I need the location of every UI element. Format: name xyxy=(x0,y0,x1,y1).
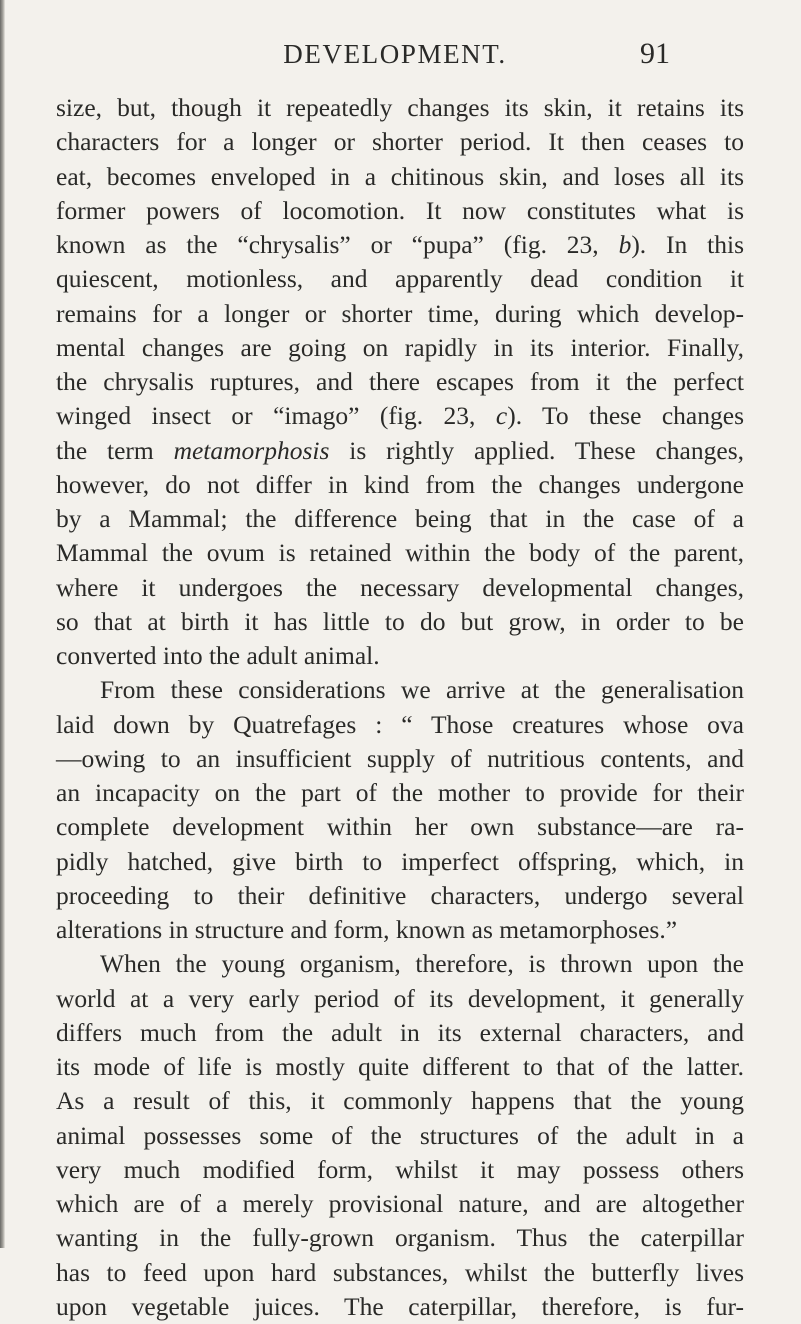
text-line: proceeding to their definitive characters, undergo several xyxy=(56,880,744,910)
text-line: which are of a merely provisional nature, and are altogether xyxy=(56,1189,744,1218)
text-line: converted into the adult animal. xyxy=(56,641,380,670)
text-line: animal possesses some of the structures of the adult in a xyxy=(56,1120,744,1150)
text-line: As a result of this, it commonly happens that the young xyxy=(56,1086,744,1116)
text-line: has to feed upon hard substances, whilst the butterfly lives xyxy=(56,1257,744,1287)
text-line: eat, becomes enveloped in a chitinous skin, and loses all its xyxy=(56,161,744,191)
text-line: size, but, though it repeatedly changes its skin, it retains its xyxy=(56,93,744,122)
text-line: an incapacity on the part of the mother to provide for their xyxy=(56,778,744,807)
text-line: Mammal the ovum is retained within the body of the parent, xyxy=(56,538,744,568)
text-line: the term metamorphosis is rightly applied. These changes, xyxy=(56,435,744,465)
text-line: —owing to an insufficient supply of nutritious contents, and xyxy=(56,743,744,773)
text-line: mental changes are going on rapidly in its interior. Finally, xyxy=(56,332,744,362)
text-line: where it undergoes the necessary developmental changes, xyxy=(56,572,744,602)
text-line: its mode of life is mostly quite different to that of the latter. xyxy=(56,1052,744,1081)
text-line: laid down by Quatrefages : “ Those creatures whose ova xyxy=(56,709,744,739)
text-line: wanting in the fully-grown organism. Thus the caterpillar xyxy=(56,1223,744,1253)
running-title: DEVELOPMENT. xyxy=(283,39,507,69)
text-line: upon vegetable juices. The caterpillar, therefore, is fur- xyxy=(56,1291,744,1321)
running-head xyxy=(0,34,801,74)
text-line: remains for a longer or shorter time, during which develop- xyxy=(56,298,744,328)
text-line: very much modified form, whilst it may possess others xyxy=(56,1154,744,1184)
text-line: quiescent, motionless, and apparently dead condition it xyxy=(56,264,744,294)
text-line: however, do not differ in kind from the changes undergone xyxy=(56,469,744,499)
text-line: pidly hatched, give birth to imperfect offspring, which, in xyxy=(56,846,744,876)
italic-term: metamorphosis xyxy=(173,435,330,465)
text-line: so that at birth it has little to do but grow, in order to be xyxy=(56,606,744,636)
italic-term: c xyxy=(495,401,508,431)
text-line: alterations in structure and form, known as metamorphoses.” xyxy=(56,915,678,944)
binding-edge xyxy=(0,0,5,1248)
text-line: characters for a longer or shorter period. It then ceases to xyxy=(56,127,744,157)
text-line: complete development within her own substance—are ra- xyxy=(56,812,744,842)
page-number: 91 xyxy=(640,37,670,70)
text-line: differs much from the adult in its external characters, and xyxy=(56,1017,744,1047)
text-line: known as the “chrysalis” or “pupa” (fig. 23, b). In this xyxy=(56,230,745,259)
body-text xyxy=(56,91,744,1324)
text-line: world at a very early period of its development, it generally xyxy=(56,983,744,1013)
text-line: by a Mammal; the difference being that in the case of a xyxy=(56,504,744,533)
italic-term: b xyxy=(618,230,632,259)
text-line: When the young organism, therefore, is thrown upon the xyxy=(100,949,744,979)
text-line: former powers of locomotion. It now constitutes what is xyxy=(56,195,744,225)
text-line: the chrysalis ruptures, and there escapes from it the perfect xyxy=(56,367,744,396)
text-line: From these considerations we arrive at the generalisation xyxy=(100,675,744,705)
text-line: winged insect or “imago” (fig. 23, c). To these changes xyxy=(56,401,744,431)
